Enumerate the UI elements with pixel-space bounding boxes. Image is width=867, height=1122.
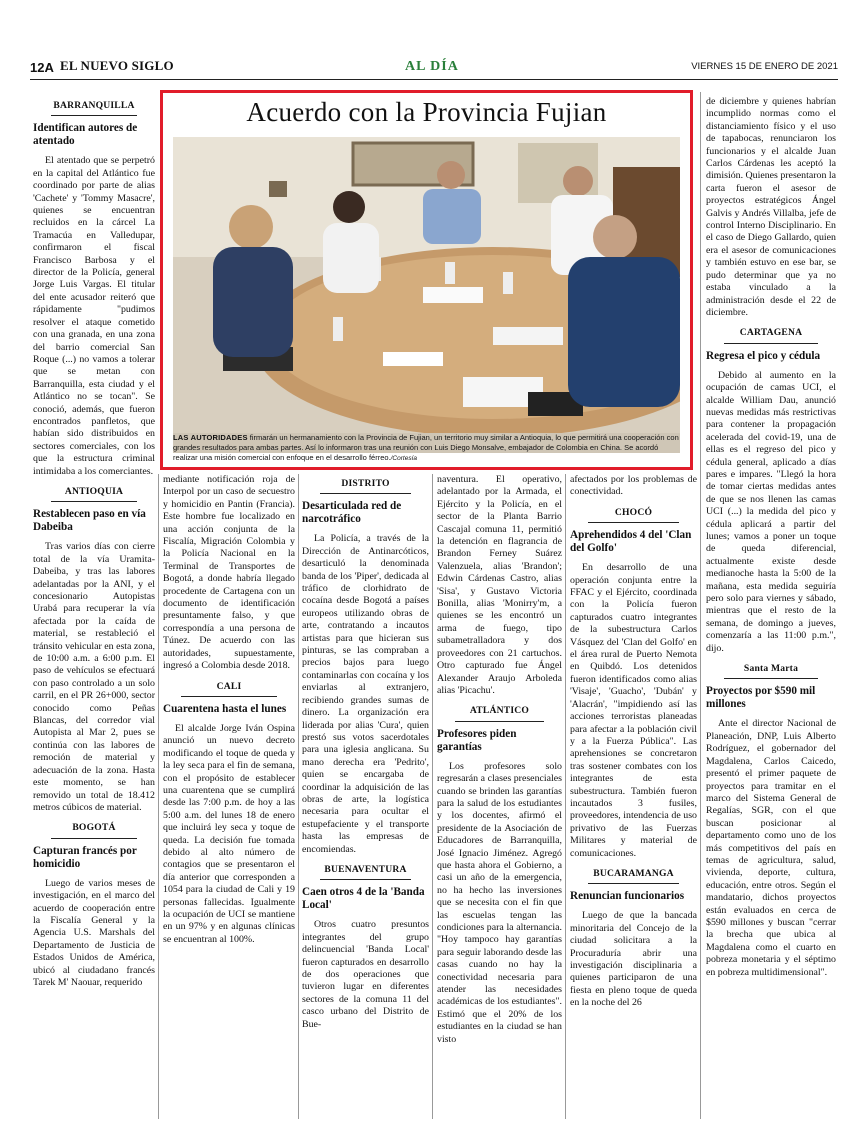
article-body: Los profesores solo regresarán a clases presenciales cuando se brinden las garantías para la salud de los estudiantes y los docentes, afirmó el presidente de la Asociación de Educadores de Barranquilla, José Ignacio Jiménez. Agregó que hasta ahora el Gobierno, a casi un año de la emergencia, no ha hecho las inversiones que se necesita con el fin que las escuelas tengan las condiciones para la alternancia. "Hoy tampoco hay garantías para seguir laborando desde las casas cuando no hay la conectividad necesaria para atender las necesidades académicas de los estudiantes". Estimó que el 20% de los estudiantes en la ciudad se han visto	[437, 760, 562, 1045]
caption-body: firmarán un hermanamiento con la Provincia de Fujian, un territorio muy similar a Antioquia, lo que permitirá una cooperación con grandes resultados para ambas partes. Así lo informaron tras una reunión con Luis Diego Monsalve, embajador de Colombia en China. Se acordó realizar una misión comercial con enfoque en el desarrollo férreo.	[173, 433, 679, 462]
region-tag-bogota: BOGOTÁ	[51, 820, 137, 838]
publication-name: EL NUEVO SIGLO	[60, 58, 174, 73]
column-1	[33, 98, 155, 989]
headline-bucaramanga: Renuncian funcionarios	[570, 890, 685, 903]
headline-buenaventura: Caen otros 4 de la 'Banda Local'	[302, 886, 425, 912]
article-body: Luego de que la bancada minoritaria del Concejo de la ciudad solicitara a la Procuraduría abrir una investigación disciplinaria a quienes participaron de una fiesta en pleno toque de queda en la noche del 26	[570, 910, 697, 1009]
section-name: AL DÍA	[405, 59, 459, 74]
article-body: Ante el director Nacional de Planeación, DNP, Luis Alberto Rodríguez, el gobernador del Magdalena, Carlos Caicedo, presentó el primer paquete de proyectos para tramitar en el marco del Sistema General de Regalías, SGR, con el que buscan posicionar al departamento como uno de los más competitivos del país en temas de agricultura, salud, vivienda, deporte, cultura, educación, entre otros. Según el mandatario, dichos proyectos están evaluados en cerca de $590 millones y buscan "cerrar la brecha que ubica al Magdalena como el cuarto en pobreza monetaria y el séptimo en pobreza multidimensional".	[706, 718, 836, 978]
region-tag-santa-marta: Santa Marta	[724, 661, 818, 679]
column-5	[570, 474, 697, 1010]
article-body: de diciembre y quienes habrían incumplido normas como el distanciamiento físico y el uso de tapabocas, renunciaron los funcionarios y el alcalde Juan Carlos Cárdenas les aceptó la dimisión. Quienes presentaron la carta fueron el asesor de proyectos estratégicos Ángel Galvis y Andrés Villalba, jefe de control Interno Disciplinario. En el caso de Diego Gallardo, quien era el asesor de comunicaciones y también estuvo en ese bar, se pudo determinar que ya no estaba vinculado a la administración desde el 22 de diciembre.	[706, 96, 836, 318]
column-rule	[298, 474, 299, 1119]
meeting-photo	[173, 137, 680, 453]
page-header	[30, 58, 838, 80]
feature-title: Acuerdo con la Provincia Fujian	[246, 97, 607, 127]
article-body: Otros cuatro presuntos integrantes del grupo delincuencial 'Banda Local' fueron capturados en desarrollo de dos operaciones que tuvieron lugar en diferentes sectores de la comuna 11 del casco urbano del Distrito de Bue-	[302, 919, 429, 1030]
region-tag-antioquia: ANTIOQUIA	[51, 484, 137, 502]
region-tag-barranquilla: BARRANQUILLA	[51, 98, 137, 116]
headline-cali: Cuarentena hasta el lunes	[163, 702, 287, 715]
article-body: La Policía, a través de la Dirección de Antinarcóticos, desarticuló la denominada banda de los 'Piper', dedicada al tráfico de clorhidrato de cocaína desde Bogotá a países europeos utilizando obras de arte, contratando a incautos artistas para que hicieran sus pinturas, se las compraban a precios bajos para luego contaminarlas con cocaína y los enviarlas al extranjero, recibiendo grandes sumas de dinero. La organización era liderada por alias 'Cura', quien prestó sus votos sacerdotales para una iglesia anglicana. Su mano derecha era 'Pedrito', quien se encargaba de coordinar la adquisición de las obras de arte, la logística necesaria para ocultar el estupefaciente y el transporte hasta las empresas de encomiendas.	[302, 533, 429, 855]
article-body: El alcalde Jorge Iván Ospina anunció un nuevo decreto modificando el toque de queda y la ley seca para el fin de semana, con el propósito de establecer una cuarentena que se cumplirá desde las 7:00 p.m. de hoy a las 5:00 a.m. del lunes 18 de enero que incluirá ley seca y toque de queda. La decisión fue tomada debido al alto número de contagios que se presentaron el día anterior que corresponden a 1054 para la ciudad de Cali y 19 personas fallecidas. Igualmente la ocupación de UCI se mantiene en un 97% y en algunas clínicas se encuentran al 100%.	[163, 722, 295, 945]
region-tag-choco: CHOCÓ	[588, 505, 679, 523]
column-rule	[565, 474, 566, 1119]
headline-bogota: Capturan francés por homicidio	[33, 844, 137, 870]
column-rule	[432, 474, 433, 1119]
headline-distrito: Desarticulada red de narcotráfico	[302, 500, 402, 526]
headline-choco: Aprehendidos 4 del 'Clan del Golfo'	[570, 529, 692, 555]
region-tag-bucaramanga: BUCARAMANGA	[588, 866, 679, 884]
region-tag-distrito: DISTRITO	[320, 476, 411, 494]
column-6	[706, 96, 836, 979]
article-body: afectados por los problemas de conectividad.	[570, 474, 697, 498]
article-body: Luego de varios meses de investigación, en el marco del acuerdo de cooperación entre la Fiscalía General y la Agencia U.S. Marshals del Departamento de Justicia de Estados Unidos de América, ubicó al ciudadano francés Tarek M' Naouar, requerido	[33, 877, 155, 988]
column-4	[437, 474, 562, 1046]
column-3	[302, 476, 429, 1031]
caption-lead: LAS AUTORIDADES	[173, 433, 248, 442]
headline-cartagena: Regresa el pico y cédula	[706, 349, 821, 362]
headline-barranquilla: Identifican autores de atentado	[33, 122, 138, 148]
article-body: El atentado que se perpetró en la capital del Atlántico fue coordinado por parte de alias 'Cachete' y 'Tommy Masacre', quienes se encuentran recluidos en la cárcel La Tramacúa en Valledupar, confirmaron el fiscal Francisco Barbosa y el director de la Policía, general Jorge Luis Vargas. El titular del ente acusador reiteró que rápidamente "pudimos resolver el ataque cometido con una granada, en una zona del barrio comercial San Roque (...) no vamos a tolerar que se metan con Barranquilla, esta ciudad y el Atlántico no se tocan". Se conoció, además, que fueron encontrados panfletos, que habían sido distribuidos en sectores comerciales, con los que la estructura criminal intimidaba a los comerciantes.	[33, 155, 155, 477]
article-body: naventura. El operativo, adelantado por la Armada, el Ejército y la Policía, en el sector de la Planta Barrio Cascajal comuna 11, permitió la detención en flagrancia de Brandon Ferney Suárez Valenzuela, alias 'Brandon'; Edwin Cárdenas Castro, alias 'Sisa', y Gustavo Victoria Bonilla, alias 'Monirry'm, a quienes se les encontró un arma de fuego, tipo subametralladora y dos proveedores con 21 cartuchos. Otro capturado fue Ángel Alexander Araujo Arboleda alias 'Picachu'.	[437, 474, 562, 696]
article-body: En desarrollo de una operación conjunta entre la FFAC y el Ejército, coordinada con la Policía fueron capturados cuatro integrantes de la subestructura Carlos Vásquez del 'Clan del Golfo' en el área rural de Puerto Nemota en Quibdó. Los detenidos fueron identificados como alias 'Visaje', 'Guacho', 'Dubán' y 'Alacrán', "impidiendo así las acciones terroristas planeadas para afectar a la población civil y a la Fuerza Pública". Las aprehensiones se concretaron tras sostener combates con los integrantes de esta subestructura. También fueron incautados 3 fusiles, proveedores, intendencia de uso privativo de las Fuerzas Militares y material de comunicaciones.	[570, 562, 697, 859]
feature-box	[160, 90, 693, 470]
region-tag-buenaventura: BUENAVENTURA	[320, 862, 411, 880]
article-body: Tras varios días con cierre total de la vía Uramita-Dabeiba, y tras las labores adelantadas por la ANI, y el concesionario Autopistas Urabá para recuperar la vía afectada por la caída de material, se restableció el tránsito vehicular en esta zona, de 10:00 a.m. a 6:00 p.m. El paso de vehículos se efectuará con paso controlado a un solo carril, en el PR 26+000, sector conocido como Peñas Blancas, del corredor vial Autopista al Mar 2, pues se continúa con las labores de remoción de material y adecuación de la zona. Hasta este momento, se han removido un total de 18.412 metros cúbicos de material.	[33, 541, 156, 813]
meeting-illustration	[173, 137, 680, 433]
column-2	[163, 474, 295, 946]
photo-caption	[173, 433, 683, 464]
column-rule	[700, 92, 701, 1119]
headline-santa-marta: Proyectos por $590 mil millones	[706, 685, 816, 711]
photo-credit: /Cortesía	[390, 455, 417, 462]
region-tag-cartagena: CARTAGENA	[724, 325, 818, 343]
article-body: Debido al aumento en la ocupación de camas UCI, el alcalde William Dau, anunció nuevas medidas más restrictivas para contener la propagación acelerada del covid-19, una de ellas es el regreso del pico y cédula general, aplicado a días pares e impares. "Llegó la hora de tomar ciertas medidas antes de que se nos llenen las camas UCI (...) la medida del pico y cédula aplicará a partir del lunes; vamos a poner un toque de queda diferencial, actualmente existe desde medianoche hasta la 5:00 de la mañana, esta medida seguiría pero solo para viernes y sábado, mientras que el resto de la semana, de domingo a jueves, comenzaría a las 11:00 p.m.", dijo.	[706, 369, 836, 654]
column-rule	[158, 474, 159, 1119]
region-tag-atlantico: ATLÁNTICO	[455, 703, 544, 721]
page-number: 12A	[30, 60, 54, 75]
issue-date: VIERNES 15 DE ENERO DE 2021	[691, 61, 838, 72]
headline-atlantico: Profesores piden garantías	[437, 727, 517, 753]
headline-antioquia: Restablecen paso en vía Dabeiba	[33, 508, 146, 534]
article-body: mediante notificación roja de Interpol por un caso de secuestro y homicidio en Pantin (Francia). Este hombre fue localizado en una acción conjunta de la Fiscalía, Migración Colombia y la Policía Nacional en la Terminal de Transportes de Bogotá, a donde habría llegado procedente de Cartagena con un documento de identificación presuntamente falso, y que correspondía a una persona de Túnez. De acuerdo con las autoridades, supuestamente, ingresó a Colombia desde 2018.	[163, 474, 295, 672]
region-tag-cali: CALI	[181, 679, 277, 697]
